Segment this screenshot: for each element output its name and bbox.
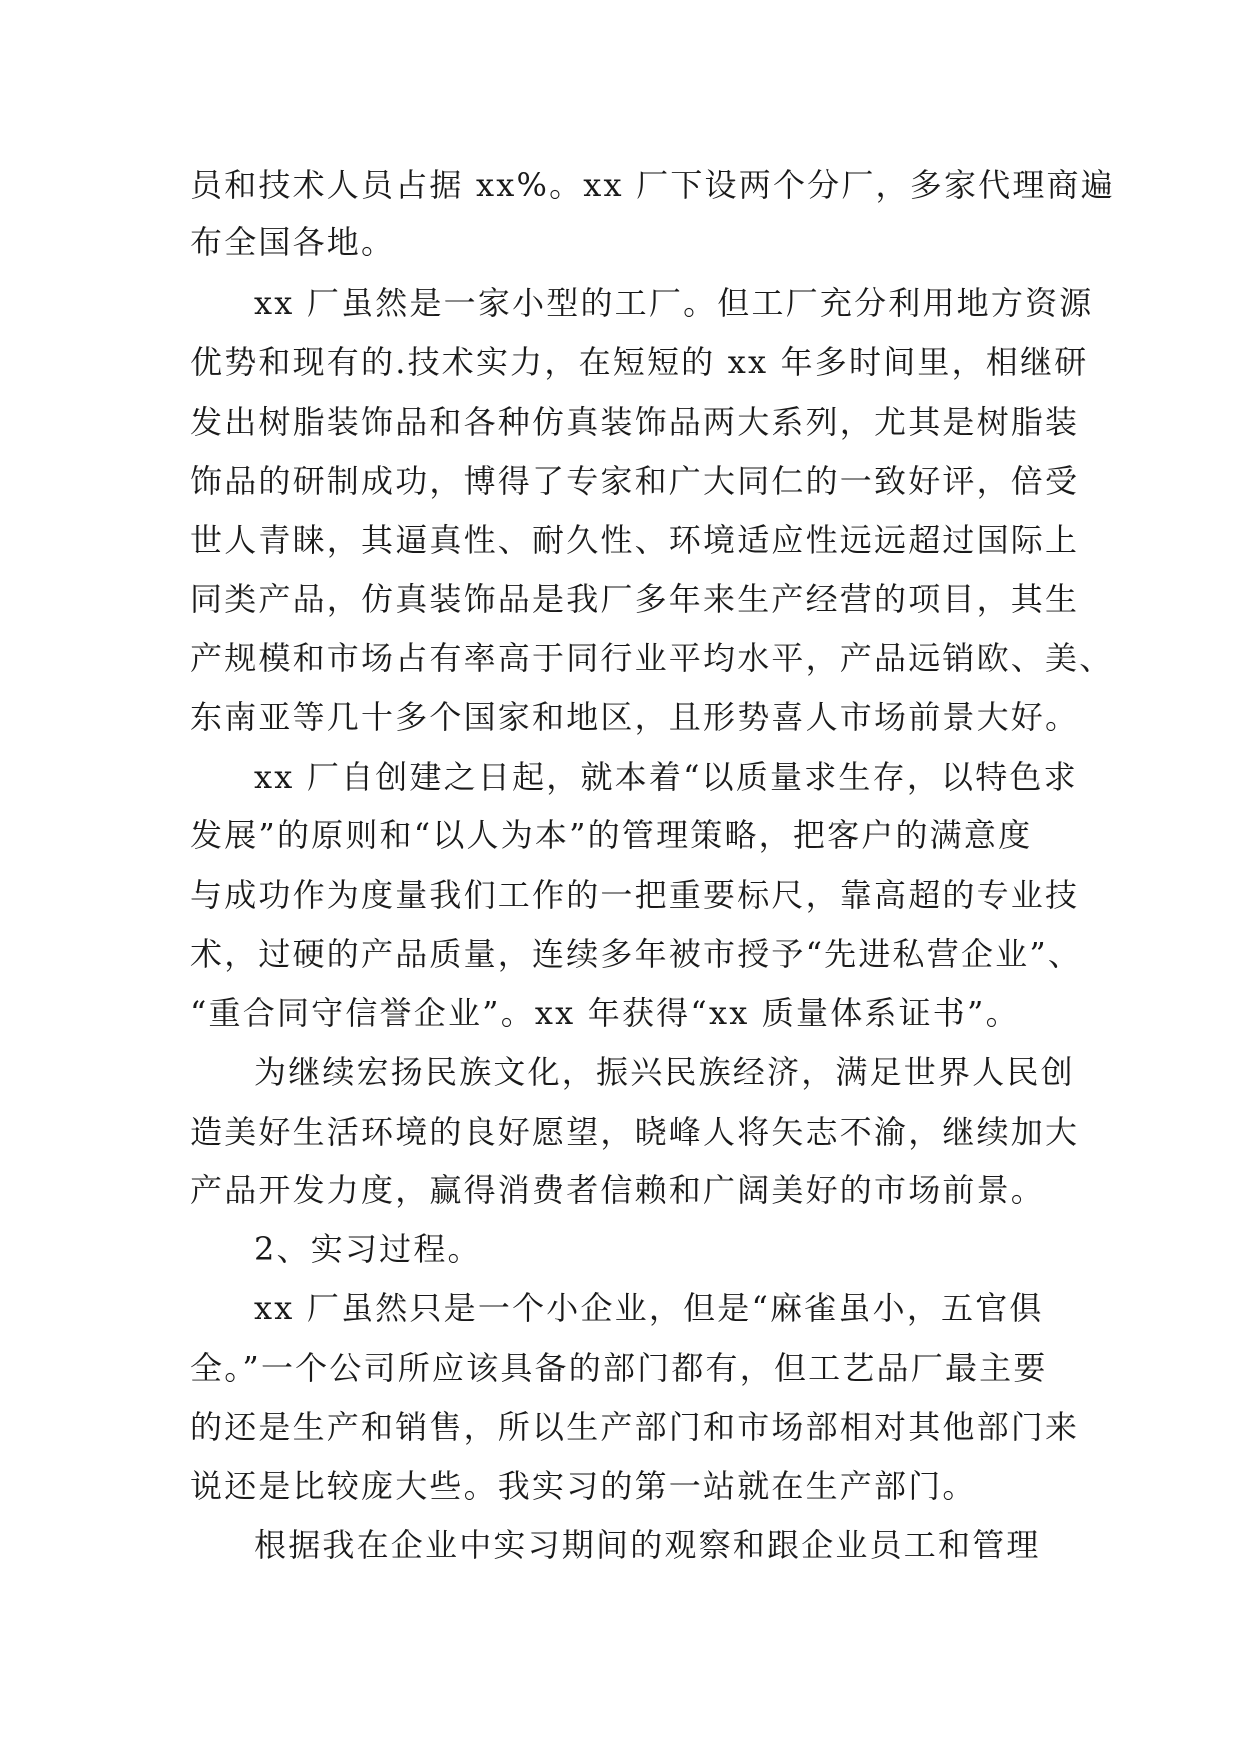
paragraph-first-line: 根据我在企业中实习期间的观察和跟企业员工和管理 xyxy=(254,1526,1041,1564)
paragraph-line: 产品开发力度，赢得消费者信赖和广阔美好的市场前景。 xyxy=(190,1171,1046,1209)
paragraph-line: 造美好生活环境的良好愿望，晓峰人将矢志不渝，继续加大 xyxy=(190,1113,1080,1151)
paragraph-line: 发展”的原则和“以人为本”的管理策略，把客户的满意度 xyxy=(190,816,1033,854)
paragraph-first-line: xx 厂虽然是一家小型的工厂。但工厂充分利用地方资源 xyxy=(254,284,1094,322)
paragraph-first-line: 为继续宏扬民族文化，振兴民族经济，满足世界人民创 xyxy=(254,1053,1075,1091)
paragraph-line: 全。”一个公司所应该具备的部门都有，但工艺品厂最主要 xyxy=(190,1349,1048,1387)
paragraph-line: 的还是生产和销售，所以生产部门和市场部相对其他部门来 xyxy=(190,1408,1080,1446)
section-heading: 2、实习过程。 xyxy=(254,1230,482,1268)
paragraph-line: 员和技术人员占据 xx%。xx 厂下设两个分厂，多家代理商遍 xyxy=(190,166,1115,204)
paragraph-line: 说还是比较庞大些。我实习的第一站就在生产部门。 xyxy=(190,1467,977,1505)
paragraph-line: 优势和现有的.技术实力，在短短的 xx 年多时间里，相继研 xyxy=(190,343,1089,381)
paragraph-line: 世人青睐，其逼真性、耐久性、环境适应性远远超过国际上 xyxy=(190,521,1080,559)
paragraph-line: 发出树脂装饰品和各种仿真装饰品两大系列，尤其是树脂装 xyxy=(190,403,1080,441)
paragraph-line: 饰品的研制成功，博得了专家和广大同仁的一致好评，倍受 xyxy=(190,462,1080,500)
paragraph-line: “重合同守信誉企业”。xx 年获得“xx 质量体系证书”。 xyxy=(190,994,1020,1032)
paragraph-line: 术，过硬的产品质量，连续多年被市授予“先进私营企业”、 xyxy=(190,935,1083,973)
paragraph-line: 与成功作为度量我们工作的一把重要标尺，靠高超的专业技 xyxy=(190,876,1080,914)
paragraph-line: 布全国各地。 xyxy=(190,223,396,261)
paragraph-first-line: xx 厂自创建之日起，就本着“以质量求生存，以特色求 xyxy=(254,758,1078,796)
paragraph-line: 东南亚等几十多个国家和地区，且形势喜人市场前景大好。 xyxy=(190,698,1080,736)
paragraph-first-line: xx 厂虽然只是一个小企业，但是“麻雀虽小，五官俱 xyxy=(254,1289,1044,1327)
paragraph-line: 同类产品，仿真装饰品是我厂多年来生产经营的项目，其生 xyxy=(190,580,1080,618)
paragraph-line: 产规模和市场占有率高于同行业平均水平，产品远销欧、美、 xyxy=(190,639,1114,677)
